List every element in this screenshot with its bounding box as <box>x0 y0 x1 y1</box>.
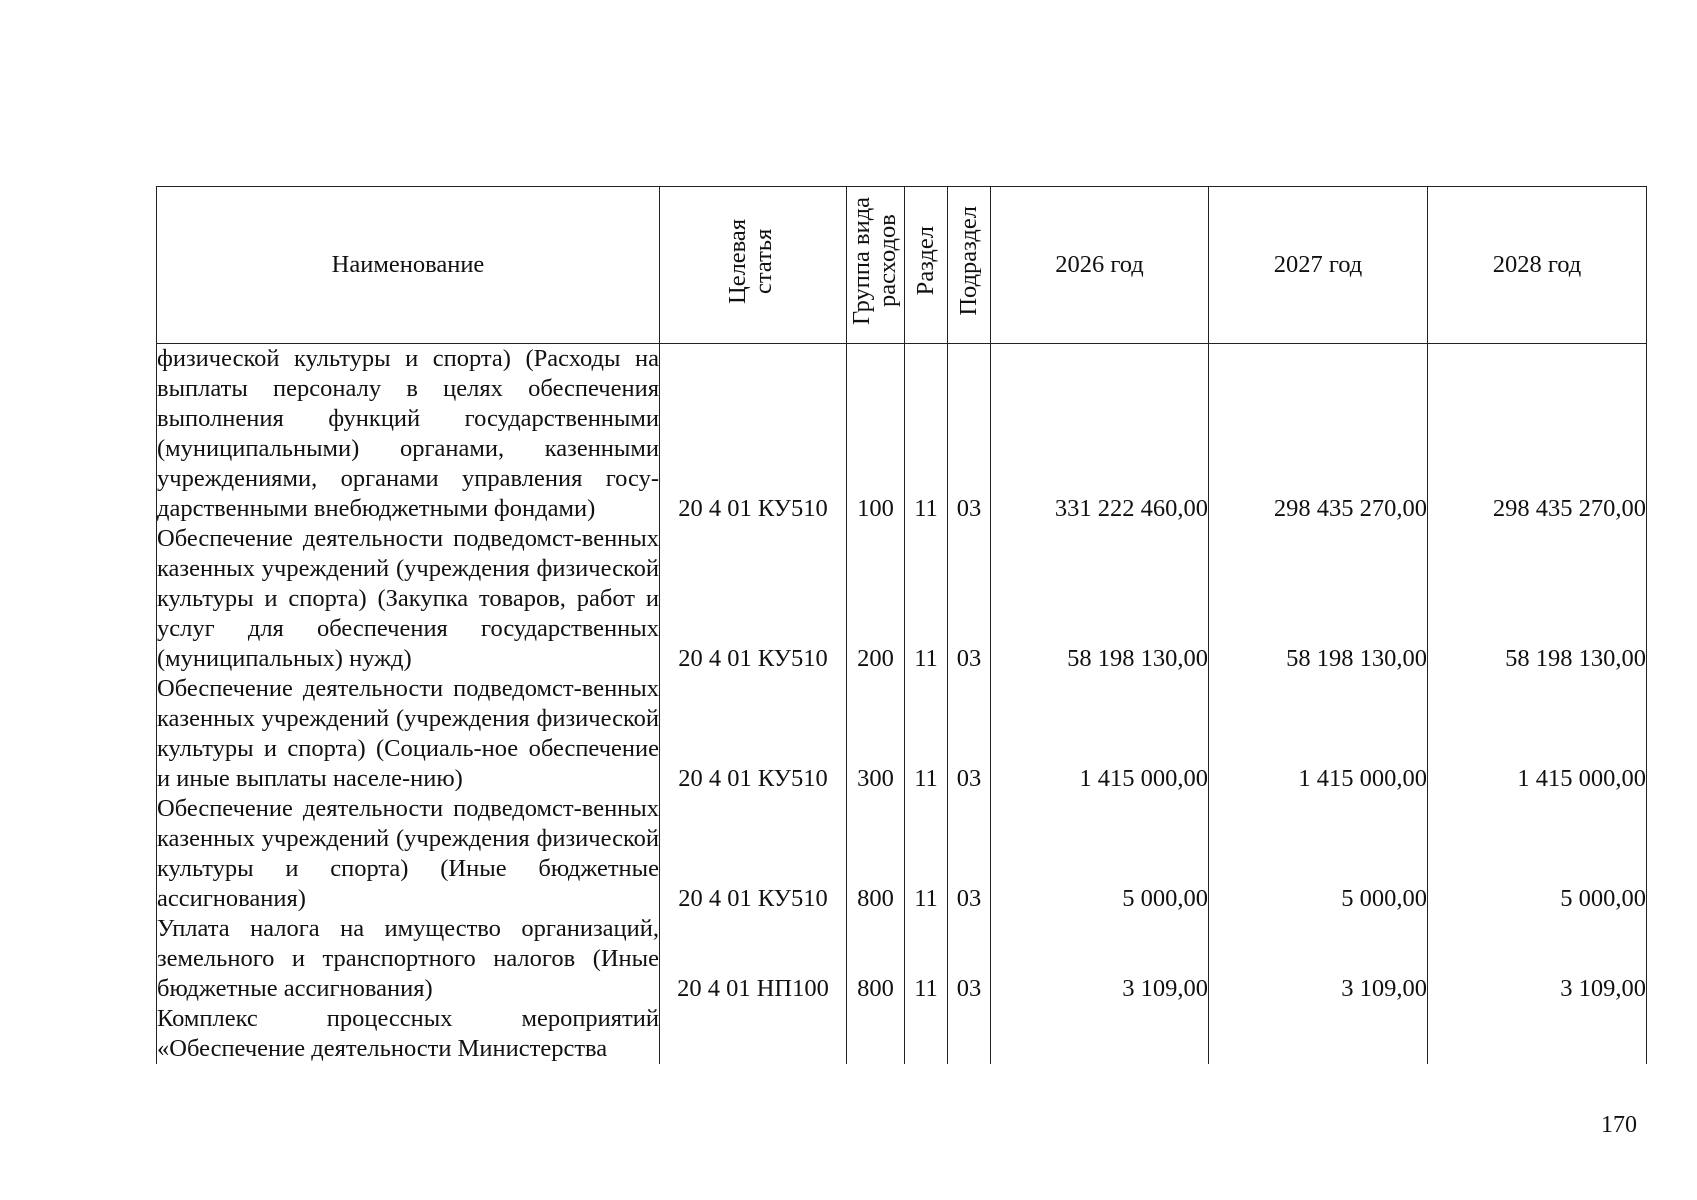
table-header-row <box>157 187 1647 344</box>
row-target-article: 20 4 01 КУ510 <box>660 794 847 914</box>
row-section: 11 <box>905 794 948 914</box>
budget-table <box>156 186 1647 1064</box>
row-name: Обеспечение деятельности подведомст-венных казенных учреждений (учреждения физической культуры и спорта) (Закупка товаров, работ и услуг для обеспечения государственных (муниципальных) нужд) <box>157 525 659 672</box>
header-year-2028: 2028 год <box>1428 187 1647 344</box>
row-target-article: 20 4 01 КУ510 <box>660 344 847 525</box>
row-amount-2028 <box>1428 1004 1647 1064</box>
row-target-article: 20 4 01 КУ510 <box>660 524 847 674</box>
row-amount-2028: 3 109,00 <box>1428 914 1647 1004</box>
row-subsection <box>948 1004 991 1064</box>
row-section: 11 <box>905 914 948 1004</box>
row-expense-group: 800 <box>847 914 905 1004</box>
header-target-article: Целевая статья <box>660 187 847 344</box>
row-amount-2028: 1 415 000,00 <box>1428 674 1647 794</box>
row-expense-group: 800 <box>847 794 905 914</box>
row-amount-2026: 1 415 000,00 <box>991 674 1209 794</box>
row-amount-2027: 1 415 000,00 <box>1209 674 1428 794</box>
row-amount-2026: 5 000,00 <box>991 794 1209 914</box>
table-row <box>157 344 1647 525</box>
header-expense-group: Группа вида расходов <box>847 187 905 344</box>
row-amount-2028: 298 435 270,00 <box>1428 344 1647 525</box>
row-expense-group <box>847 1004 905 1064</box>
header-subsection: Подраздел <box>948 187 991 344</box>
row-name: Обеспечение деятельности подведомст-венных казенных учреждений (учреждения физической культуры и спорта) (Социаль-ное обеспечение и иные выплаты населе-нию) <box>157 675 659 792</box>
row-amount-2026: 3 109,00 <box>991 914 1209 1004</box>
row-target-article: 20 4 01 НП100 <box>660 914 847 1004</box>
row-target-article: 20 4 01 КУ510 <box>660 674 847 794</box>
header-year-2026: 2026 год <box>991 187 1209 344</box>
table-row <box>157 524 1647 674</box>
row-subsection: 03 <box>948 914 991 1004</box>
row-amount-2028: 5 000,00 <box>1428 794 1647 914</box>
row-subsection: 03 <box>948 524 991 674</box>
table-row <box>157 674 1647 794</box>
row-name: Уплата налога на имущество организаций, земельного и транспортного налогов (Иные бюджетные ассигнования) <box>157 915 659 1002</box>
row-subsection: 03 <box>948 344 991 525</box>
table-row <box>157 1004 1647 1064</box>
page-number: 170 <box>1601 1112 1637 1138</box>
table-row <box>157 914 1647 1004</box>
row-section: 11 <box>905 344 948 525</box>
row-subsection: 03 <box>948 674 991 794</box>
row-amount-2026 <box>991 1004 1209 1064</box>
row-amount-2028: 58 198 130,00 <box>1428 524 1647 674</box>
row-name: физической культуры и спорта) (Расходы на выплаты персоналу в целях обеспечения выполнения функций государственными (муниципальными) органами, казенными учреждениями, органами управления госу-дарственными внебюджетными фондами) <box>157 345 659 522</box>
row-amount-2027: 5 000,00 <box>1209 794 1428 914</box>
row-amount-2027 <box>1209 1004 1428 1064</box>
row-section: 11 <box>905 524 948 674</box>
row-target-article <box>660 1004 847 1064</box>
row-section: 11 <box>905 674 948 794</box>
row-expense-group: 100 <box>847 344 905 525</box>
row-amount-2026: 58 198 130,00 <box>991 524 1209 674</box>
header-section: Раздел <box>905 187 948 344</box>
header-year-2027: 2027 год <box>1209 187 1428 344</box>
row-expense-group: 300 <box>847 674 905 794</box>
row-name: Комплекс процессных мероприятий «Обеспечение деятельности Министерства <box>157 1005 659 1062</box>
row-section <box>905 1004 948 1064</box>
row-amount-2027: 3 109,00 <box>1209 914 1428 1004</box>
row-subsection: 03 <box>948 794 991 914</box>
header-name: Наименование <box>157 187 660 344</box>
row-amount-2027: 298 435 270,00 <box>1209 344 1428 525</box>
row-name: Обеспечение деятельности подведомст-венных казенных учреждений (учреждения физической культуры и спорта) (Иные бюджетные ассигнования) <box>157 795 659 912</box>
row-amount-2027: 58 198 130,00 <box>1209 524 1428 674</box>
table-row <box>157 794 1647 914</box>
row-expense-group: 200 <box>847 524 905 674</box>
row-amount-2026: 331 222 460,00 <box>991 344 1209 525</box>
